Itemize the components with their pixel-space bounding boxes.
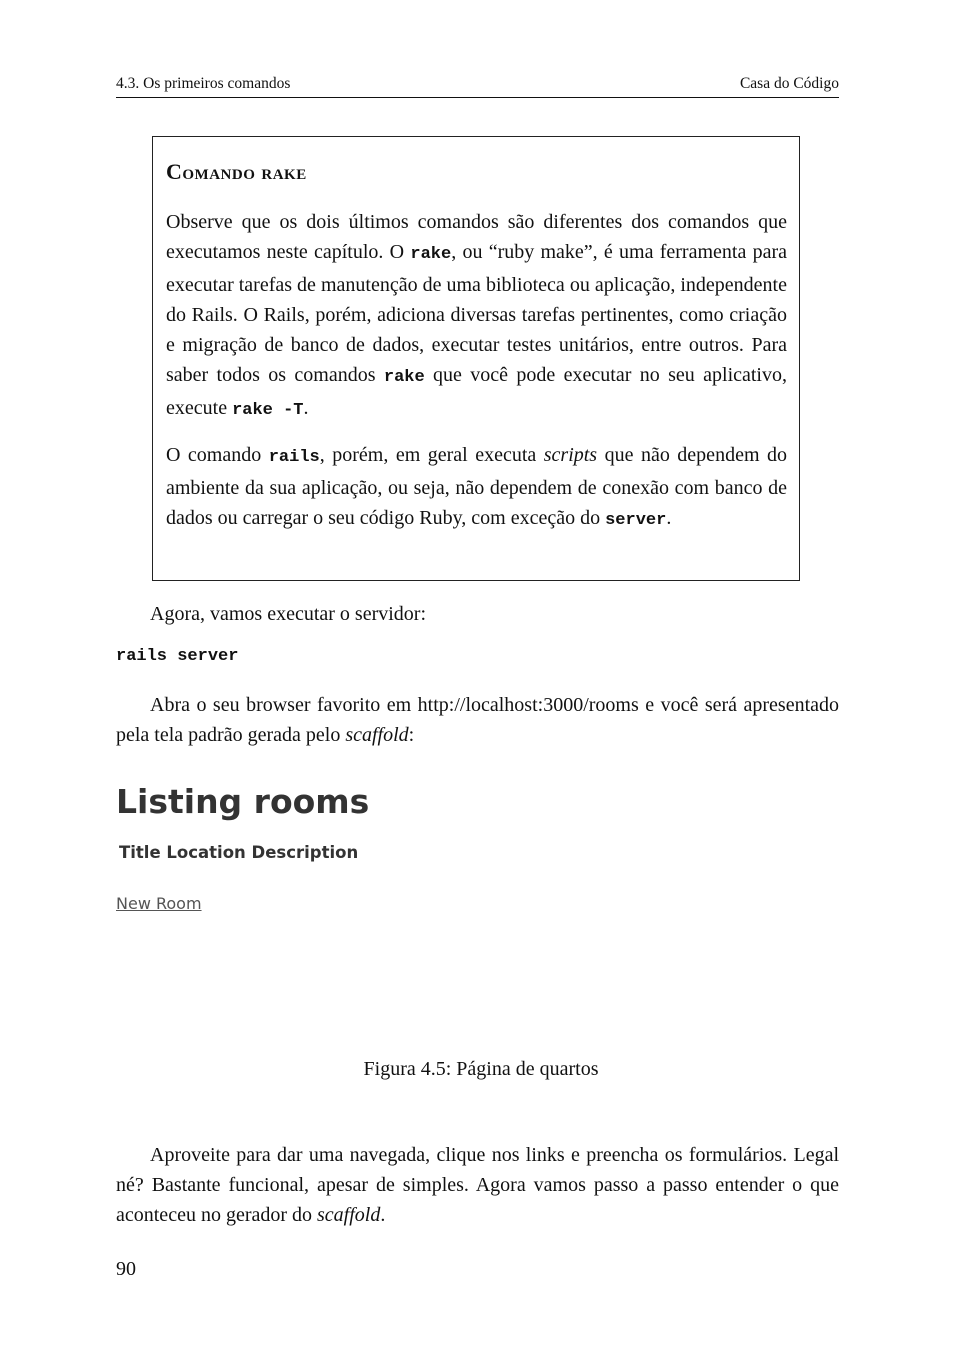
p3-italic-scaffold: scaffold [317, 1204, 381, 1226]
box-p1-text-3: que você pode executar no seu aplicativo, execute [166, 364, 787, 419]
figure-caption: Figura 4.5: Página de quartos [363, 1058, 599, 1080]
header-section: 4.3. Os primeiros comandos [116, 75, 291, 92]
paragraph-run-server: Agora, vamos executar o servidor: [150, 603, 427, 625]
box-p1-text-1: Observe que os dois últimos comandos são diferentes dos comandos que executamos neste capítulo. O [166, 211, 787, 263]
running-header [116, 74, 839, 98]
p2-text-2: : [408, 724, 415, 746]
page-number: 90 [116, 1258, 136, 1280]
header-book-title: Casa do Código [739, 75, 839, 92]
box-p2-text-1: O comando [166, 444, 269, 466]
screenshot-table-header: Title Location Description [119, 843, 359, 862]
code-server: server [605, 511, 667, 530]
new-room-link[interactable]: New Room [116, 894, 202, 913]
box-p1-text-2: , ou “ruby make”, é uma ferramenta para executar tarefas de manutenção de uma biblioteca ou aplicação, independente do Rails. O Rails, porém, adiciona diversas tarefas pertinentes, como criação e migração de banco de dados, executar testes unitários, entre outros. Para saber todos os comandos [166, 241, 787, 386]
paragraph-explore [116, 1140, 839, 1230]
screenshot-page-title: Listing rooms [116, 782, 370, 821]
code-block-rails-server: rails server [116, 647, 239, 666]
box-paragraph-2 [166, 440, 787, 536]
box-p2-text-3: que não dependem do ambiente da sua aplicação, ou seja, não dependem de conexão com banco de dados ou carregar o seu código Ruby, com exceção do [166, 444, 787, 529]
box-p1-text-4: . [303, 397, 309, 419]
p2-text-1: Abra o seu browser favorito em http://localhost:3000/rooms e você será apresentado pela tela padrão gerada pelo [116, 694, 839, 746]
code-rake-1: rake [410, 245, 452, 264]
box-p2-text-2: , porém, em geral executa [319, 444, 544, 466]
box-paragraph-1 [166, 207, 787, 426]
rake-sidebar-box [152, 136, 800, 581]
code-rake-T: rake -T [232, 401, 304, 420]
code-rails: rails [268, 448, 320, 467]
box-p2-text-4: . [666, 507, 672, 529]
paragraph-open-browser [116, 690, 839, 750]
box-p2-italic-scripts: scripts [543, 444, 598, 466]
p2-italic-scaffold: scaffold [345, 724, 409, 746]
p3-text-2: . [380, 1204, 386, 1226]
p3-text-1: Aproveite para dar uma navegada, clique nos links e preencha os formulários. Legal né? Bastante funcional, apesar de simples. Agora vamos passo a passo entender o que aconteceu no gerador do [116, 1144, 839, 1226]
code-rake-2: rake [383, 368, 425, 387]
box-title: Comando rake [166, 159, 307, 184]
